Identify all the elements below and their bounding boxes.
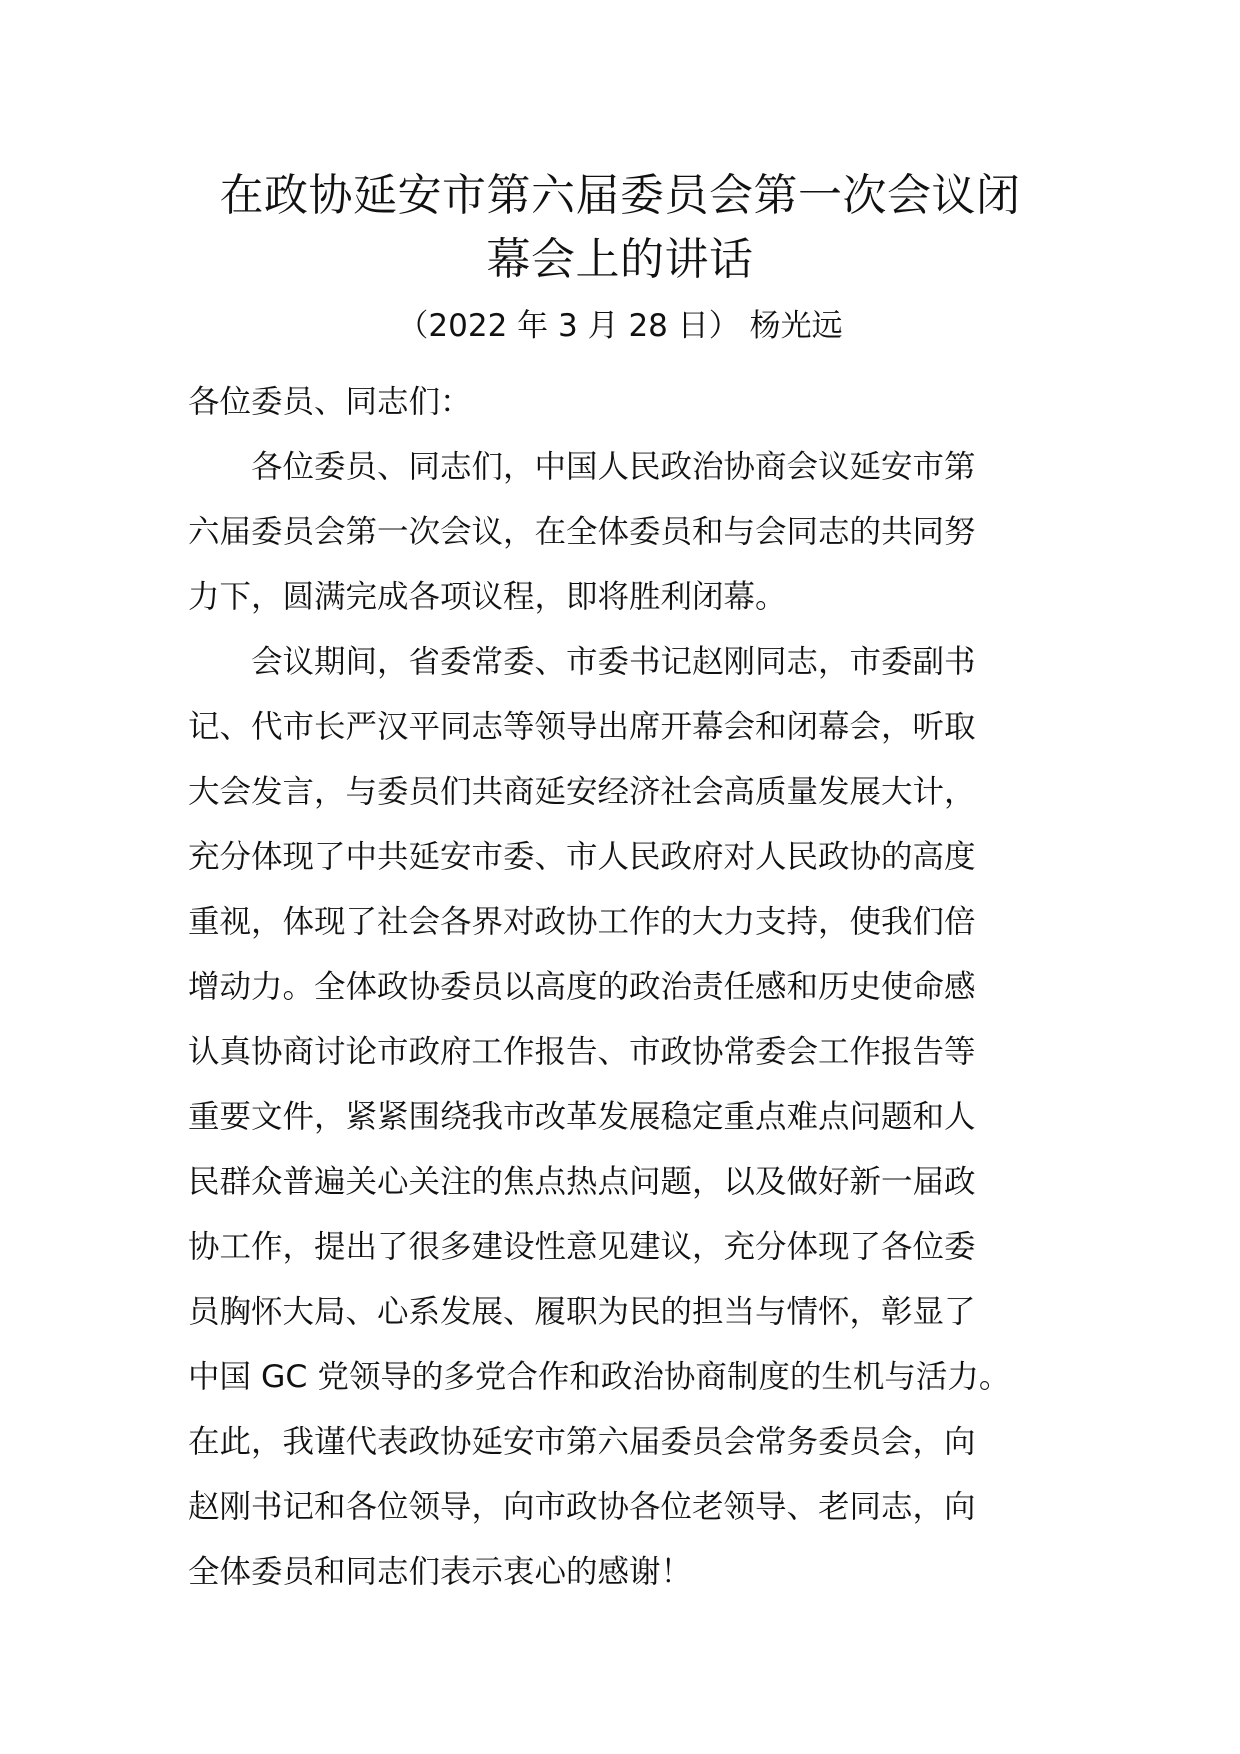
paragraph-line: 六届委员会第一次会议，在全体委员和与会同志的共同努 xyxy=(188,514,976,550)
paragraph-line: 力下，圆满完成各项议程，即将胜利闭幕。 xyxy=(188,579,787,615)
date-and-author: （2022 年 3 月 28 日） 杨光远 xyxy=(397,308,843,344)
title-line-1: 在政协延安市第六届委员会第一次会议闭 xyxy=(219,170,1021,221)
paragraph-line: 员胸怀大局、心系发展、履职为民的担当与情怀，彰显了 xyxy=(188,1294,976,1330)
paragraph-line: 民群众普遍关心关注的焦点热点问题，以及做好新一届政 xyxy=(188,1164,976,1200)
paragraph-line: 中国 GC 党领导的多党合作和政治协商制度的生机与活力。 xyxy=(188,1359,1011,1395)
paragraph-line: 重视，体现了社会各界对政协工作的大力支持，使我们倍 xyxy=(188,904,976,940)
paragraph-line: 在此，我谨代表政协延安市第六届委员会常务委员会，向 xyxy=(188,1424,976,1460)
paragraph-line: 重要文件，紧紧围绕我市改革发展稳定重点难点问题和人 xyxy=(188,1099,976,1135)
paragraph-line: 各位委员、同志们，中国人民政治协商会议延安市第 xyxy=(251,449,976,485)
document-title xyxy=(180,164,1060,292)
paragraph-line: 会议期间，省委常委、市委书记赵刚同志，市委副书 xyxy=(251,644,976,680)
paragraph-line: 大会发言，与委员们共商延安经济社会高质量发展大计， xyxy=(188,774,976,810)
title-line-2: 幕会上的讲话 xyxy=(486,234,754,285)
paragraph-line: 记、代市长严汉平同志等领导出席开幕会和闭幕会，听取 xyxy=(188,709,976,745)
paragraph-line: 赵刚书记和各位领导，向市政协各位老领导、老同志，向 xyxy=(188,1489,976,1525)
paragraph-line: 增动力。全体政协委员以高度的政治责任感和历史使命感 xyxy=(188,969,976,1005)
paragraph-line: 全体委员和同志们表示衷心的感谢！ xyxy=(188,1554,693,1590)
document-body xyxy=(188,370,1058,1605)
paragraph-line: 协工作，提出了很多建设性意见建议，充分体现了各位委 xyxy=(188,1229,976,1265)
salutation: 各位委员、同志们： xyxy=(188,384,472,420)
paragraph-2 xyxy=(188,630,1058,1605)
paragraph-line: 充分体现了中共延安市委、市人民政府对人民政协的高度 xyxy=(188,839,976,875)
paragraph-1 xyxy=(188,435,1058,630)
paragraph-line: 认真协商讨论市政府工作报告、市政协常委会工作报告等 xyxy=(188,1034,976,1070)
